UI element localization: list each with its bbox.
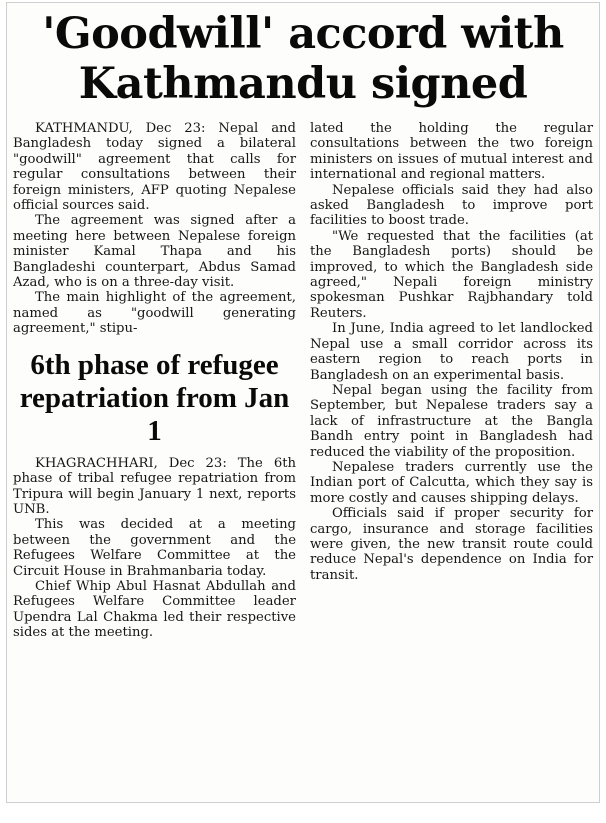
story1-paragraph: Officials said if proper security for cargo, insurance and storage facilities were given, the new transit route could reduce Nepal's dependence on India for transit. [310, 506, 593, 583]
left-column [13, 121, 296, 641]
story1-paragraph: The main highlight of the agreement, named as "goodwill generating agreement," stipu- [13, 290, 296, 337]
story2-paragraph: This was decided at a meeting between the government and the Refugees Welfare Committee at the Circuit House in Brahmanbaria today. [13, 517, 296, 579]
story1-paragraph: Nepal began using the facility from September, but Nepalese traders say a lack of infrastructure at the Bangla Bandh entry point in Bangladesh had reduced the viability of the proposition. [310, 382, 593, 460]
story2-paragraph: Chief Whip Abul Hasnat Abdullah and Refugees Welfare Committee leader Upendra Lal Chakma led their respective sides at the meeting. [13, 578, 296, 641]
story1-paragraph: The agreement was signed after a meeting here between Nepalese foreign minister Kamal Thapa and his Bangladeshi counterpart, Abdus Samad Azad, who is on a three-day visit. [13, 213, 296, 291]
story1-continuation-paragraph: lated the holding the regular consultations between the two foreign ministers on issues of mutual interest and international and regional matters. [310, 121, 593, 183]
story1-paragraph: Nepalese officials said they had also asked Bangladesh to improve port facilities to boost trade. [310, 182, 593, 229]
story1-paragraph: KATHMANDU, Dec 23: Nepal and Bangladesh today signed a bilateral "goodwill" agreement that calls for regular consultations between their foreign ministers, AFP quoting Nepalese official sources said. [13, 121, 296, 214]
newspaper-clipping [6, 2, 600, 803]
story1-paragraph: In June, India agreed to let landlocked Nepal use a small corridor across its eastern region to reach ports in Bangladesh on an experimental basis. [310, 321, 593, 383]
story2-paragraph: KHAGRACHHARI, Dec 23: The 6th phase of tribal refugee repatriation from Tripura will begin January 1 next, reports UNB. [13, 455, 296, 517]
article-columns [13, 121, 593, 641]
main-headline: 'Goodwill' accord with Kathmandu signed [42, 9, 564, 109]
story1-paragraph: Nepalese traders currently use the Indian port of Calcutta, which they say is more costly and causes shipping delays. [310, 459, 593, 506]
story2-headline: 6th phase of refugee repatriation from Jan 1 [19, 348, 290, 447]
story1-paragraph: "We requested that the facilities (at the Bangladesh ports) should be improved, to which the Bangladesh side agreed," Nepali foreign ministry spokesman Pushkar Rajbhandary told Reuters. [310, 228, 593, 321]
right-column [310, 121, 593, 641]
